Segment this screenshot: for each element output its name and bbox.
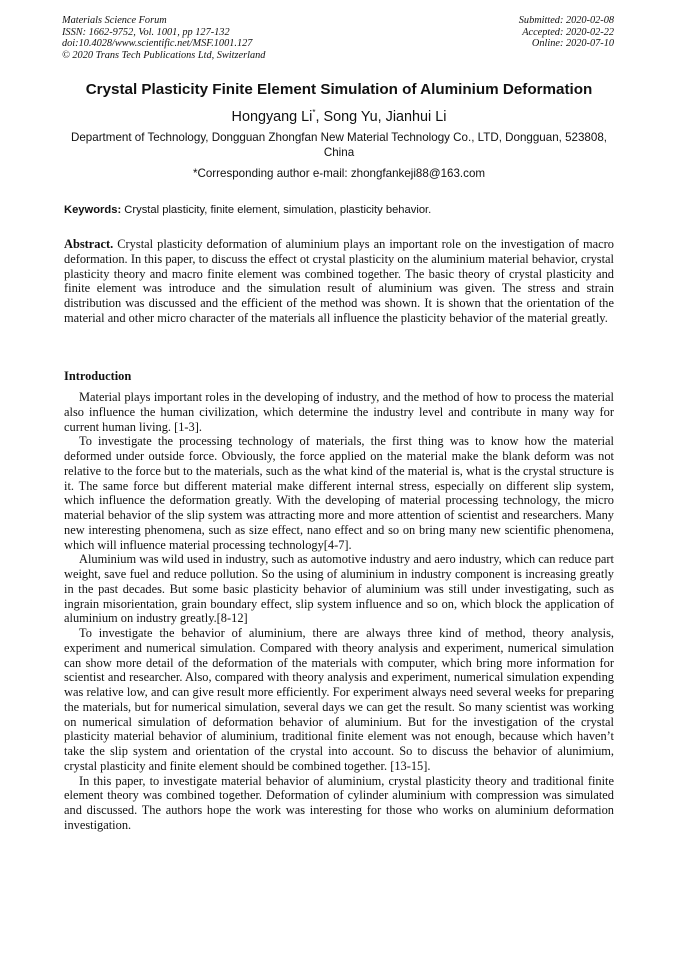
keywords	[64, 203, 616, 217]
journal-info-block	[62, 15, 265, 61]
corresponding-email[interactable]: *Corresponding author e-mail: zhongfankeji88@163.com	[192, 167, 486, 180]
paragraph: Material plays important roles in the developing of industry, and the method of how to process the material also influence the human civilization, which determine the industry level and contribute in many way for current human living. [1-3].	[64, 390, 614, 434]
abstract-text: Crystal plasticity deformation of aluminium plays an important role on the investigation of macro deformation. In this paper, to discuss the effect ot crystal plasticity on the aluminium material behavior, crystal plasticity theory and macro finite element was combined together. The basic theory of crystal plasticity and finite element was introduce and the simulation result of aluminium was given. The stress and strain distribution was discussed and the efficient of the method was shown. It is shown that the orientation of the material and other micro character of the materials all influence the plasticity behavior of the material greatly.	[64, 237, 614, 325]
accepted-date: Accepted: 2020-02-22	[522, 26, 614, 38]
paragraph: In this paper, to investigate material behavior of aluminium, crystal plasticity theory and traditional finite element theory was combined together. Deformation of cylinder aluminium with compression was simulated and discussed. The authors hope the work was interesting for those who works on aluminium deformation investigation.	[64, 773, 614, 832]
journal-doi[interactable]: doi:10.4028/www.scientific.net/MSF.1001.127	[62, 38, 253, 50]
co-authors: , Song Yu, Jianhui Li	[315, 108, 447, 125]
paper-title: Crystal Plasticity Finite Element Simulation of Aluminium Deformation	[85, 81, 593, 98]
abstract-label: Abstract.	[64, 237, 114, 251]
keywords-label: Keywords:	[64, 204, 122, 216]
paragraph: To investigate the behavior of aluminium, there are always three kind of method, theory analysis, experiment and numerical simulation. Compared with theory analysis and experiment, numerical simulation can show more detail of the deformation of the materials with computer, which bring more information for scientist and researcher. Also, compared with theory analysis and experiment, numerical simulation expending was relative low, and can give result more efficiently. For experiment always need several weeks for preparing the materials, but for numerical simulation, several days we can get the result. So many scientist was working on numerical simulation of deformation behavior of aluminium. But for the investigation of the crystal plasticity material behavior of aluminium, traditional finite element was not enough, because which haven’t take the slip system and orientation of the crystal into account. So to discuss the behavior of alunimium, crystal plasticity and finite element should be combined together. [13-15].	[64, 626, 614, 773]
affiliation: Department of Technology, Dongguan Zhongfan New Material Technology Co., LTD, Dongguan, 523808, China	[70, 131, 607, 159]
journal-name: Materials Science Forum	[62, 15, 167, 26]
keywords-text: Crystal plasticity, finite element, simulation, plasticity behavior.	[121, 204, 432, 216]
corresponding-author: Hongyang Li	[231, 108, 313, 125]
journal-issn: ISSN: 1662-9752, Vol. 1001, pp 127-132	[62, 26, 230, 38]
introduction-body	[64, 390, 614, 833]
author-list	[40, 104, 638, 126]
paragraph: To investigate the processing technology of materials, the first thing was to know how the material deformed under outside force. Obviously, the force applied on the material make the blank deform was not relative to the force but to the materials, such as the what kind of the material is, what is the crystal structure is it. The same force but different material make different internal stress, especially on different slip system, which influence the deformation greatly. With the developing of material processing technology, the micro material behavior of the slip system was attracting more and more attention of scientist and researchers. Many new interesting phenomena, such as size effect, nano effect and so on bring many new scientific phenomena, which will influence material processing technology[4-7].	[64, 434, 614, 552]
abstract	[64, 237, 614, 326]
online-date: Online: 2020-07-10	[531, 38, 614, 50]
publication-dates-block	[519, 15, 614, 50]
paragraph: Aluminium was wild used in industry, such as automotive industry and aero industry, which can reduce part weight, save fuel and reduce pollution. So the using of aluminium in industry component is increasing greatly in the past decades. But some basic plasticity behavior of aluminium was still under investigating, such as ingrain misorientation, grain boundary effect, slip system influence and so on, which block the application of aluminium on industry greatly.[8-12]	[64, 552, 614, 626]
corresponding-mark: *	[312, 108, 316, 117]
section-heading-introduction: Introduction	[64, 369, 132, 383]
copyright-notice: © 2020 Trans Tech Publications Ltd, Switzerland	[62, 49, 266, 61]
submitted-date: Submitted: 2020-02-08	[518, 15, 614, 26]
